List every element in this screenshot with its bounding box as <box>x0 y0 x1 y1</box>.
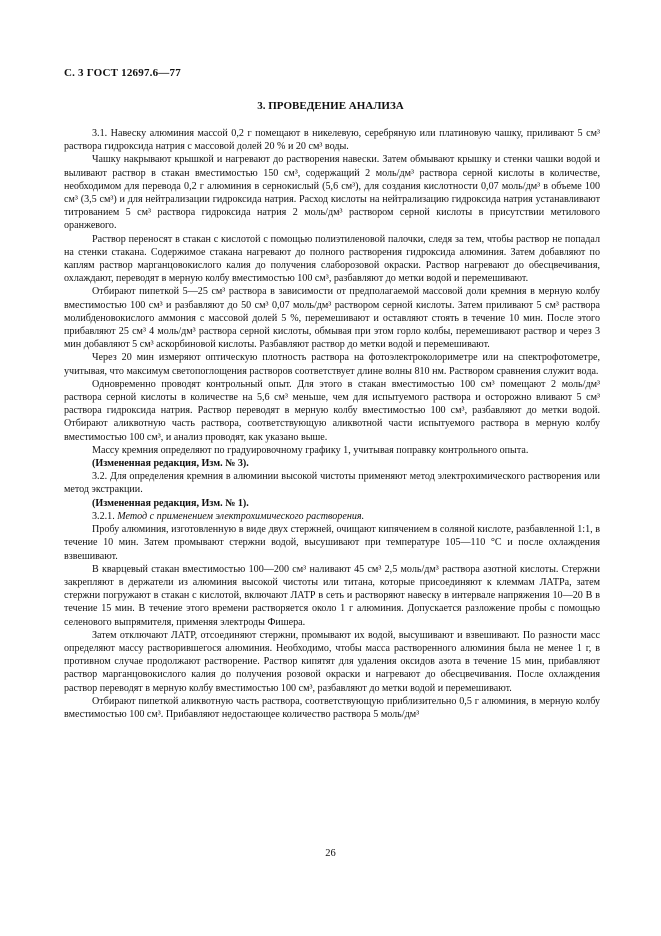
paragraph: Раствор переносят в стакан с кислотой с помощью полиэтиленовой палочки, следя за тем, чтобы раствор не попадал на стенки стакана. Содержимое стакана нагревают до полного растворения гидроксида алюминия. Затем добавляют по каплям раствор марганцовокислого калия до получения слаборозовой окраски. Раствор нагревают до обесцвечивания, охлаждают, переводят в мерную колбу вместимостью 100 см³, разбавляют до метки водой и перемешивают. <box>64 233 600 285</box>
paragraph: Одновременно проводят контрольный опыт. Для этого в стакан вместимостью 100 см³ помещают 2 моль/дм³ раствора серной кислоты в количестве на 5,6 см³ меньше, чем для испытуемого раствора и осторожно вливают 5 см³ раствора гидроксида натрия. Раствор переводят в мерную колбу вместимостью 100 см³, разбавляют до метки водой. Отбирают аликвотную часть раствора, соответствующую аликвотной части испытуемого раствора в мерную колбу вместимостью 100 см³, и анализ проводят, как указано выше. <box>64 378 600 443</box>
paragraph: Отбирают пипеткой аликвотную часть раствора, соответствующую приблизительно 0,5 г алюминия, в мерную колбу вместимостью 100 см³. Прибавляют недостающее количество раствора 5 моль/дм³ <box>64 695 600 720</box>
paragraph: Отбирают пипеткой 5—25 см³ раствора в зависимости от предполагаемой массовой доли кремния в мерную колбу вместимостью 100 см³ и разбавляют до 50 см³ 0,07 моль/дм³ раствором серной кислоты. Затем приливают 5 см³ раствора молибденовокислого аммония с массовой долей 5 %, перемешивают и оставляют стоять в течение 10 мин. После этого прибавляют 25 см³ 4 моль/дм³ раствора серной кислоты, обмывая при этом горло колбы, перемешивают раствор и через 3 мин добавляют 5 см³ аскорбиновой кислоты. Разбавляют раствор до метки водой и перемешивают. <box>64 286 600 351</box>
paragraph: (Измененная редакция, Изм. № 3). <box>92 458 249 470</box>
paragraph: 3.2. Для определения кремния в алюминии высокой чистоты применяют метод электрохимического растворения или метод экстракции. <box>64 471 600 496</box>
document-header: С. 3 ГОСТ 12697.6—77 <box>64 67 181 79</box>
document-body <box>64 127 600 721</box>
section-title: 3. ПРОВЕДЕНИЕ АНАЛИЗА <box>257 100 404 112</box>
paragraph: Пробу алюминия, изготовленную в виде двух стержней, очищают кипячением в соляной кислоте, разбавленной 1:1, в течение 10 мин. Затем промывают стержни водой, высушивают при температуре 105—110 °С и после охлаждения взвешивают. <box>64 524 600 562</box>
paragraph: Массу кремния определяют по градуировочному графику 1, учитывая поправку контрольного опыта. <box>92 444 529 456</box>
paragraph: В кварцевый стакан вместимостью 100—200 см³ наливают 45 см³ 2,5 моль/дм³ раствора азотной кислоты. Стержни закрепляют в держатели из алюминия высокой чистоты или титана, которые присоединяют к клеммам ЛАТРа, затем стержни погружают в стакан с кислотой, включают ЛАТР в сеть и растворяют навеску в интервале напряжения 10—20 В в течение 15 мин. В течение этого времени растворяется около 1 г алюминия. Допускается разложение пробы с помощью селенового выпрямителя, применяя электроды Фишера. <box>64 563 600 628</box>
paragraph: Затем отключают ЛАТР, отсоединяют стержни, промывают их водой, высушивают и взвешивают. По разности масс определяют массу растворившегося алюминия. Необходимо, чтобы масса растворенного алюминия была не менее 1 г, в противном случае продолжают растворение. Раствор кипятят для удаления оксидов азота в течение 15 мин, прибавляют раствор марганцовокислого калия до получения розовой окраски и нагревают до обесцвечивания. После охлаждения раствор переводят в мерную колбу вместимостью 100 см³, разбавляют до метки водой и перемешивают. <box>64 629 600 694</box>
paragraph: 3.1. Навеску алюминия массой 0,2 г помещают в никелевую, серебряную или платиновую чашку, приливают 5 см³ раствора гидроксида натрия с массовой долей 20 % и 20 см³ воды. <box>64 128 600 153</box>
paragraph: (Измененная редакция, Изм. № 1). <box>92 497 249 509</box>
page-number: 26 <box>325 848 336 859</box>
paragraph-italic: Метод с применением электрохимического растворения. <box>117 510 365 522</box>
paragraph: Чашку накрывают крышкой и нагревают до растворения навески. Затем обмывают крышку и стенки чашки водой и выливают раствор в стакан вместимостью 150 см³, содержащий 2 моль/дм³ раствора серной кислоты в количестве, необходимом для перевода 0,2 г алюминия в сернокислый (5,6 см³), для создания кислотности 0,07 моль/дм³ в объеме 100 см³ (3,5 см³) и для нейтрализации гидроксида натрия. Расход кислоты на нейтрализацию гидроксида натрия устанавливают титрованием 5 см³ раствора гидроксида натрия 2 моль/дм³ раствором серной кислоты в присутствии метилового оранжевого. <box>64 154 600 232</box>
paragraph: 3.2.1. Метод с применением электрохимического растворения. <box>92 510 365 522</box>
paragraph: Через 20 мин измеряют оптическую плотность раствора на фотоэлектроколориметре или на спектрофотометре, учитывая, что максимум светопоглощения растворов соответствует длине волны 810 нм. Раствором сравнения служит вода. <box>64 352 600 377</box>
